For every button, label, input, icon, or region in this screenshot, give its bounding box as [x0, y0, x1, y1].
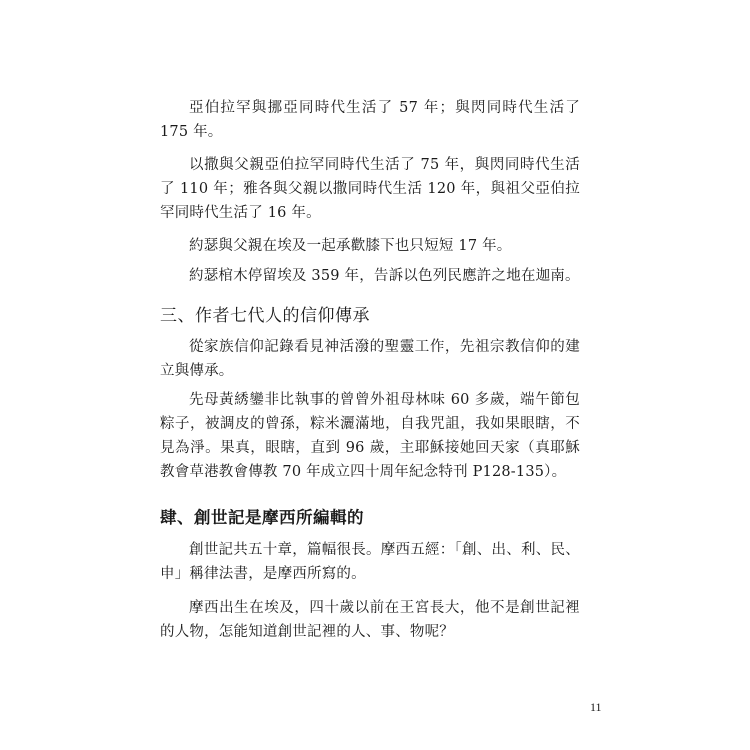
- paragraph-text: 摩西出生在埃及，四十歲以前在王宮長大，他不是創世記裡的人物，怎能知道創世記裡的人、事、物呢？: [160, 600, 580, 640]
- paragraph-text: 創世記共五十章，篇幅很長。摩西五經：「創、出、利、民、申」稱律法書，是摩西所寫的。: [160, 542, 580, 582]
- section-heading-four: [160, 506, 580, 530]
- section-heading-three: [160, 304, 580, 328]
- paragraph-family-faith: [160, 335, 580, 383]
- paragraph-moses-question: [160, 596, 580, 644]
- paragraph-joseph-coffin: [160, 264, 580, 288]
- paragraph-isaac-jacob: [160, 153, 580, 225]
- section-heading: 三、作者七代人的信仰傳承: [160, 306, 370, 326]
- paragraph-text: 亞伯拉罕與挪亞同時代生活了 57 年；與閃同時代生活了 175 年。: [160, 100, 580, 140]
- paragraph-text: 約瑟與父親在埃及一起承歡膝下也只短短 17 年。: [189, 238, 512, 254]
- paragraph-genesis-length: [160, 538, 580, 586]
- paragraph-text: 約瑟棺木停留埃及 359 年，告訴以色列民應許之地在迦南。: [189, 268, 580, 284]
- paragraph-text: 先母黃綉鑾非比執事的曾曾外祖母林味 60 多歲，端午節包粽子，被調皮的曾孫，粽米灑滿地，自我咒詛，我如果眼瞎，不見為淨。果真，眼瞎，直到 96 歲，主耶穌接她回天家（真耶穌教會草港教會傳教 70 年成立四十周年紀念特刊 P128-135）。: [160, 392, 580, 480]
- paragraph-ancestor-story: [160, 388, 580, 484]
- page-number: 11: [590, 700, 602, 714]
- paragraph-text: 從家族信仰記錄看見神活潑的聖靈工作，先祖宗教信仰的建立與傳承。: [160, 339, 580, 379]
- paragraph-joseph-father: [160, 234, 580, 258]
- paragraph-text: 以撒與父親亞伯拉罕同時代生活了 75 年，與閃同時代生活了 110 年；雅各與父親以撒同時代生活 120 年，與祖父亞伯拉罕同時代生活了 16 年。: [160, 157, 580, 221]
- section-heading: 肆、創世記是摩西所編輯的: [160, 508, 364, 527]
- paragraph-abraham-noah: [160, 96, 580, 144]
